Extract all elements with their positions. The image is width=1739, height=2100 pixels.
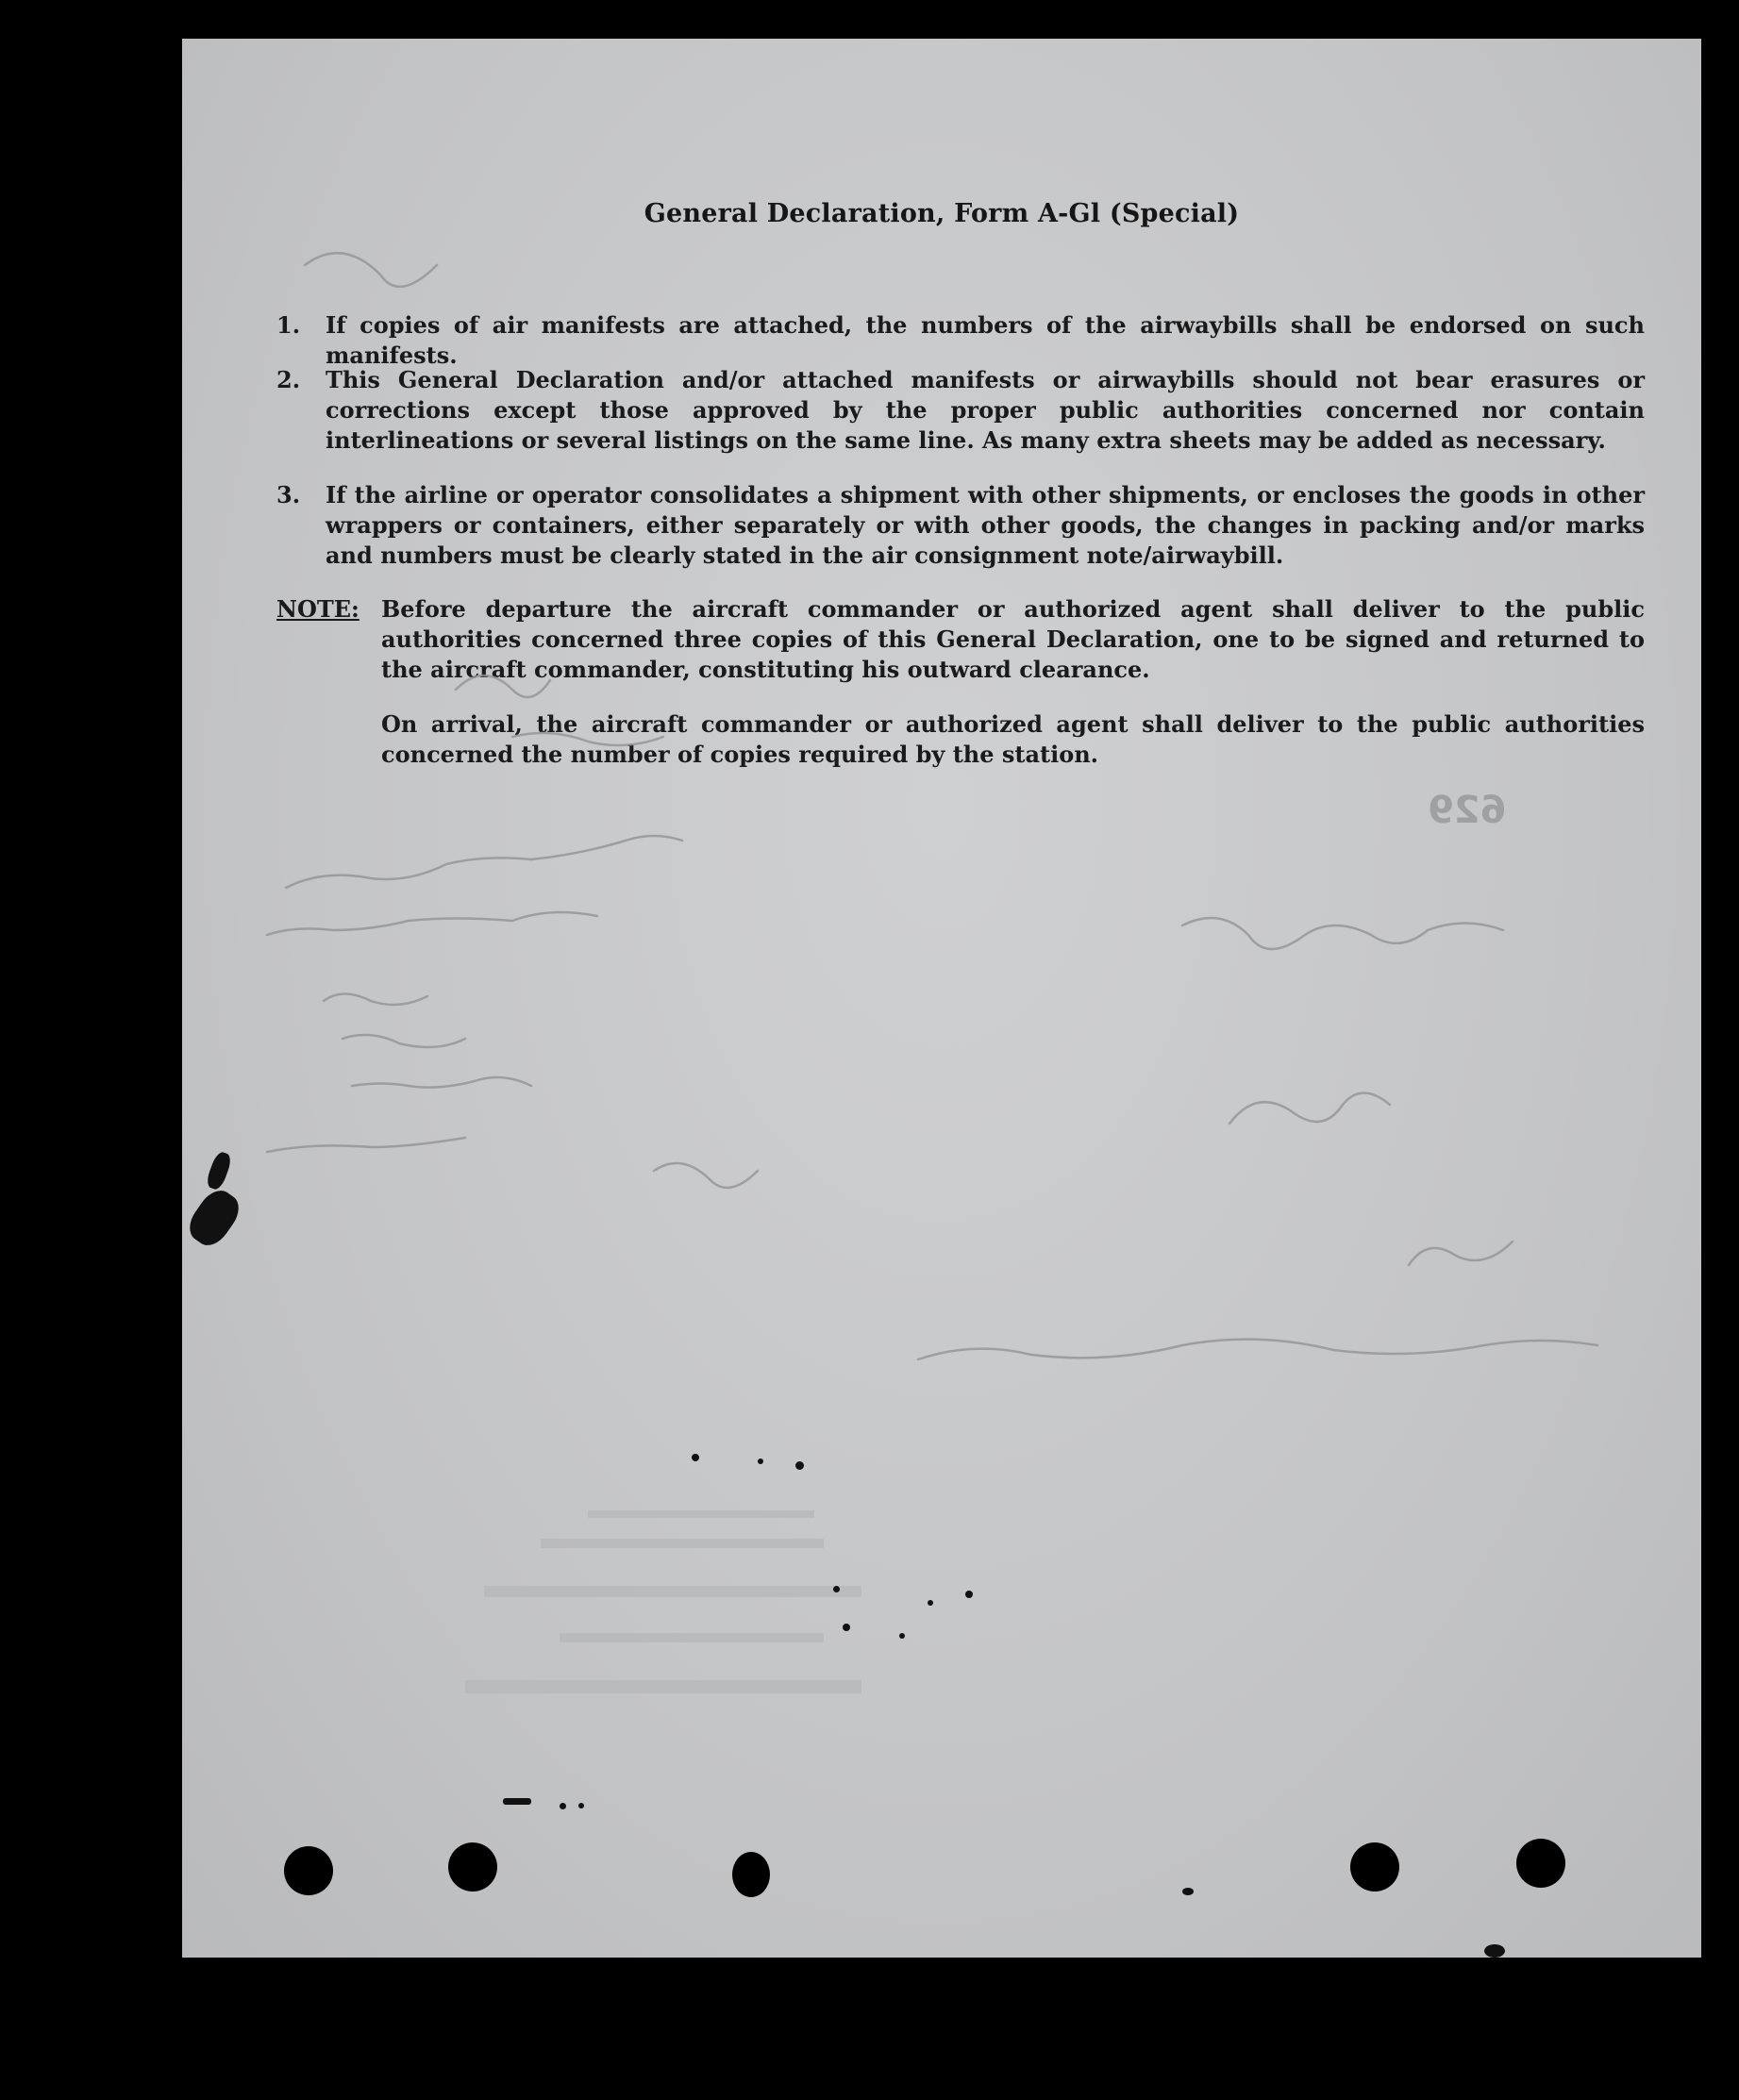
speck	[1484, 1944, 1505, 1958]
speck	[795, 1461, 804, 1470]
speck	[833, 1586, 840, 1592]
speck	[843, 1624, 850, 1631]
document-page	[182, 39, 1701, 1958]
item-number: 1.	[276, 311, 301, 339]
speck	[503, 1798, 531, 1805]
item-text: If the airline or operator consolidates a shipment with other shipments, or encloses the goods in other wrappers or containers, either separately or with other goods, the changes in packing and/or marks and numbers must be clearly stated in the air consignment note/airwaybill.	[326, 481, 1645, 569]
bleed-through-stamp-number: 629	[1428, 789, 1507, 832]
speck	[1182, 1888, 1194, 1895]
item-number: 3.	[276, 481, 301, 508]
speck	[692, 1454, 699, 1461]
note-text: Before departure the aircraft commander or authorized agent shall deliver to the public authorities concerned three copies of this General Declaration, one to be signed and returned to the aircraft commander, constituting his outward clearance.	[381, 595, 1645, 683]
speck	[899, 1633, 905, 1639]
punch-hole	[448, 1842, 497, 1892]
punch-hole	[1516, 1839, 1565, 1888]
item-text: This General Declaration and/or attached manifests or airwaybills should not bear erasures or corrections except those approved by the proper public authorities concerned nor contain interlineations or several listings on the same line. As many extra sheets may be added as necessary.	[326, 366, 1645, 454]
punch-hole	[732, 1852, 770, 1897]
note-label: NOTE:	[276, 595, 360, 623]
item-text: If copies of air manifests are attached, the numbers of the airwaybills shall be endorsed on such manifests.	[326, 311, 1645, 369]
speck	[578, 1803, 584, 1808]
punch-hole	[284, 1846, 333, 1895]
speck	[758, 1458, 763, 1464]
item-number: 2.	[276, 366, 301, 393]
bleed-through-handwriting	[182, 39, 1701, 1958]
speck	[965, 1591, 973, 1598]
note-text: On arrival, the aircraft commander or authorized agent shall deliver to the public authorities concerned the number of copies required by the station.	[381, 710, 1645, 768]
punch-hole	[1350, 1842, 1399, 1892]
speck	[928, 1600, 933, 1606]
speck	[560, 1803, 566, 1809]
form-title: General Declaration, Form A-Gl (Special)	[644, 199, 1240, 228]
